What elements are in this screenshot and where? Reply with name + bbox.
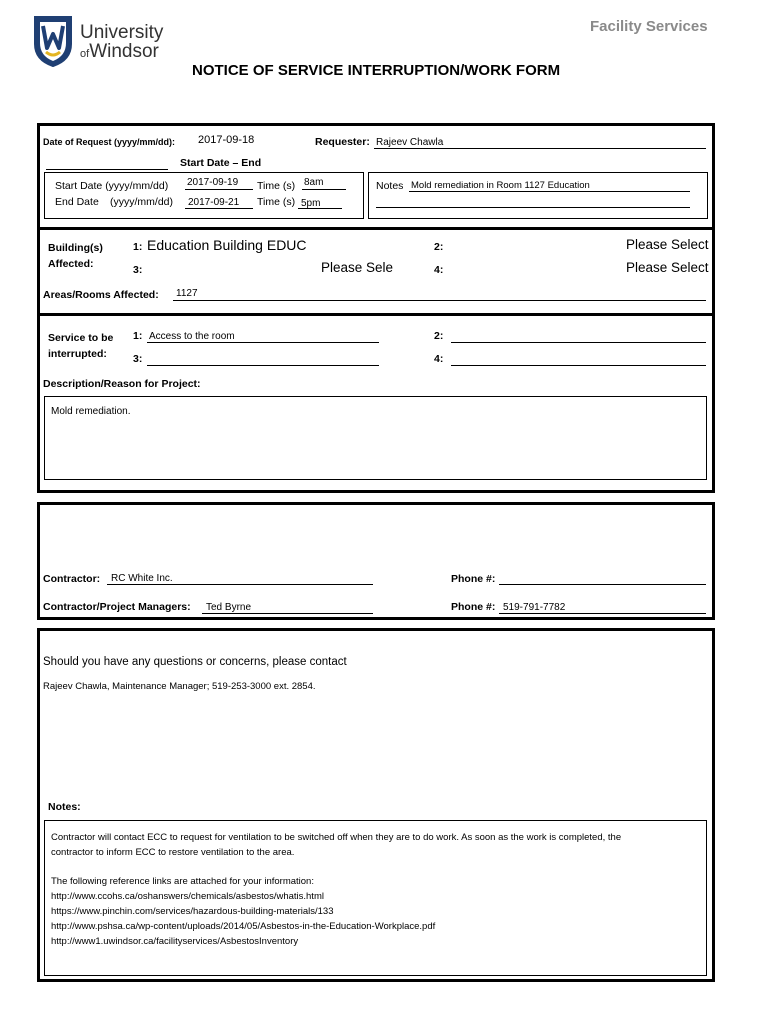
description-box[interactable]: [44, 396, 707, 480]
service-1-field[interactable]: [147, 330, 379, 343]
end-date-label: End Date: [55, 196, 99, 208]
logo-windsor-text: Windsor: [89, 41, 159, 62]
manager-phone-field[interactable]: [499, 601, 706, 614]
section-divider: [37, 313, 715, 316]
period-notes-field-line2[interactable]: [376, 195, 690, 208]
logo-university-text: University: [80, 22, 164, 43]
start-time-label: Time (s): [257, 180, 296, 192]
project-manager-label: Contractor/Project Managers:: [43, 601, 191, 613]
buildings-label-line1: Building(s): [48, 242, 103, 254]
page-title: NOTICE OF SERVICE INTERRUPTION/WORK FORM: [192, 62, 561, 79]
date-of-request-label: Date of Request (yyyy/mm/dd):: [43, 137, 176, 147]
manager-phone-label: Phone #:: [451, 601, 496, 613]
start-date-label: Start Date (yyyy/mm/dd): [55, 180, 169, 192]
service-3-number: 3:: [133, 353, 143, 365]
building-1-select[interactable]: Education Building EDUC: [147, 237, 307, 253]
contact-line2: Rajeev Chawla, Maintenance Manager; 519-253-3000 ext. 2854.: [43, 681, 316, 692]
blank-underline: [46, 157, 168, 170]
end-date-value: 2017-09-21: [188, 197, 240, 208]
end-time-field[interactable]: [298, 196, 342, 209]
buildings-label-line2: Affected:: [48, 258, 94, 270]
project-manager-value: Ted Byrne: [206, 602, 252, 613]
logo-of-text: of: [80, 48, 90, 60]
end-date-field[interactable]: [185, 196, 253, 209]
service-label-line2: interrupted:: [48, 348, 107, 360]
building-4-number: 4:: [434, 264, 444, 276]
start-time-field[interactable]: [302, 177, 346, 190]
building-3-select[interactable]: Please Sele: [321, 260, 393, 275]
areas-rooms-field[interactable]: [173, 288, 706, 301]
building-1-number: 1:: [133, 241, 143, 253]
contact-line1: Should you have any questions or concerns, please contact: [43, 656, 347, 668]
service-4-number: 4:: [434, 353, 444, 365]
end-time-value: 5pm: [301, 198, 321, 209]
end-time-label: Time (s): [257, 196, 296, 208]
notes-para2-intro: The following reference links are attached for your information:: [51, 876, 314, 887]
service-label-line1: Service to be: [48, 332, 114, 344]
date-of-request-value[interactable]: 2017-09-18: [198, 134, 255, 146]
description-value: Mold remediation.: [51, 406, 131, 417]
project-manager-field[interactable]: [202, 601, 373, 614]
period-notes-label: Notes: [376, 180, 404, 192]
service-4-field[interactable]: [451, 353, 706, 366]
notes-para1-line1: Contractor will contact ECC to request for ventilation to be switched off when they are to do work. As soon as the work is completed, the: [51, 832, 622, 843]
requester-label: Requester:: [315, 136, 370, 148]
building-2-number: 2:: [434, 241, 444, 253]
requester-value: Rajeev Chawla: [376, 137, 444, 148]
reference-link[interactable]: http://www1.uwindsor.ca/facilityservices/AsbestosInventory: [51, 936, 299, 947]
manager-phone-value: 519-791-7782: [503, 602, 566, 613]
contractor-label: Contractor:: [43, 573, 101, 585]
university-logo: [32, 14, 172, 70]
service-1-number: 1:: [133, 330, 143, 342]
areas-rooms-value: 1127: [176, 288, 198, 299]
reference-link[interactable]: http://www.pshsa.ca/wp-content/uploads/2014/05/Asbestos-in-the-Education-Workplace.pdf: [51, 921, 436, 932]
service-3-field[interactable]: [147, 353, 379, 366]
section-divider: [37, 227, 715, 230]
start-date-field[interactable]: [185, 177, 253, 190]
contractor-value: RC White Inc.: [111, 573, 173, 584]
reference-link[interactable]: http://www.ccohs.ca/oshanswers/chemicals/asbestos/whatis.html: [51, 891, 324, 902]
reference-link[interactable]: https://www.pinchin.com/services/hazardous-building-materials/133: [51, 906, 334, 917]
building-4-select[interactable]: Please Select: [626, 260, 709, 275]
start-time-value: 8am: [304, 177, 324, 188]
building-2-select[interactable]: Please Select: [626, 237, 709, 252]
start-date-value: 2017-09-19: [187, 177, 239, 188]
contractor-phone-label: Phone #:: [451, 573, 496, 585]
areas-rooms-label: Areas/Rooms Affected:: [43, 289, 159, 301]
contractor-field[interactable]: [107, 572, 373, 585]
building-3-number: 3:: [133, 264, 143, 276]
description-label: Description/Reason for Project:: [43, 378, 201, 390]
department-name: Facility Services: [590, 18, 708, 35]
end-date-format: (yyyy/mm/dd): [110, 196, 173, 208]
notes-text-box[interactable]: [44, 820, 707, 976]
notes-para1-line2: contractor to inform ECC to restore ventilation to the area.: [51, 847, 295, 858]
contractor-phone-field[interactable]: [499, 572, 706, 585]
service-2-number: 2:: [434, 330, 444, 342]
requester-field[interactable]: [374, 136, 706, 149]
notes-label: Notes:: [48, 801, 81, 813]
period-notes-value: Mold remediation in Room 1127 Education: [411, 180, 590, 191]
shield-icon: [32, 14, 74, 68]
service-2-field[interactable]: [451, 330, 706, 343]
service-1-value: Access to the room: [149, 331, 235, 342]
period-notes-field[interactable]: [409, 179, 690, 192]
start-end-heading: Start Date – End: [180, 157, 262, 169]
